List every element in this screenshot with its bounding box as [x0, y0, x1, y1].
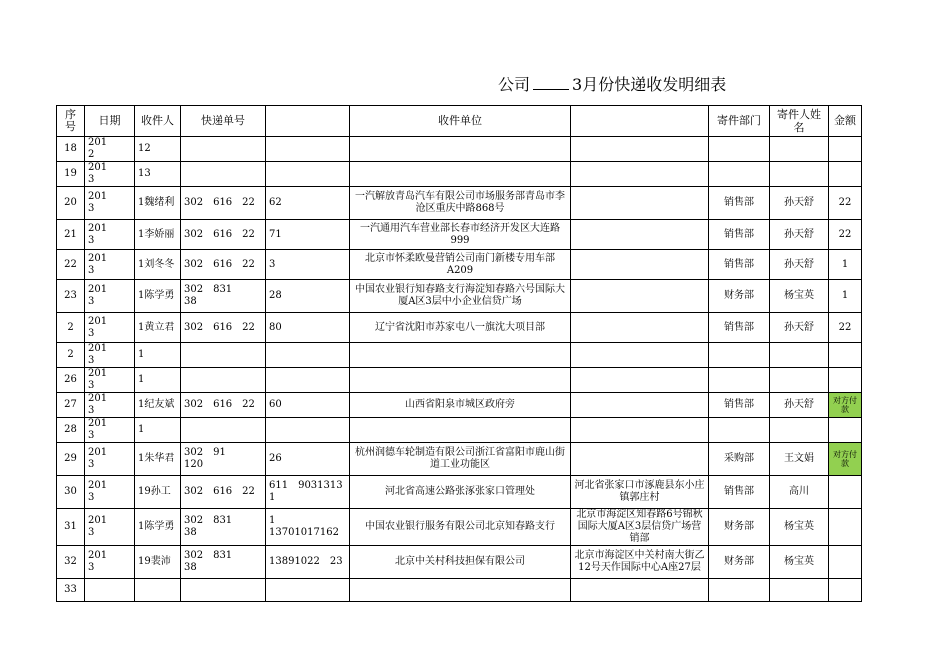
row-seq: 30 — [57, 476, 85, 509]
row-tracking: 302 616 22 — [181, 187, 266, 220]
row-extra — [266, 368, 350, 393]
row-amount — [829, 368, 862, 393]
row-unit: 杭州润德车轮制造有限公司浙江省富阳市鹿山街道工业功能区 — [350, 443, 571, 476]
row-tracking — [181, 137, 266, 162]
row-sender: 高川 — [770, 476, 829, 509]
row-seq: 22 — [57, 250, 85, 280]
row-unit — [350, 343, 571, 368]
row-amount — [829, 509, 862, 546]
row-dept — [709, 368, 770, 393]
row-sender — [770, 137, 829, 162]
row-unit2 — [571, 393, 709, 418]
row-tracking: 302 831 38 — [181, 280, 266, 313]
express-table — [56, 105, 862, 602]
row-sender: 孙天舒 — [770, 393, 829, 418]
table-row — [57, 418, 862, 443]
row-amount: 对方付款 — [829, 393, 862, 418]
title-suffix: 3月份快递收发明细表 — [572, 75, 727, 94]
row-sender: 杨宝英 — [770, 509, 829, 546]
table-row — [57, 187, 862, 220]
row-seq: 31 — [57, 509, 85, 546]
table-row — [57, 220, 862, 250]
row-extra: 71 — [266, 220, 350, 250]
row-amount: 22 — [829, 187, 862, 220]
row-unit: 河北省高速公路张涿张家口管理处 — [350, 476, 571, 509]
row-tracking: 302 616 22 — [181, 476, 266, 509]
row-recipient: 19孙工 — [135, 476, 181, 509]
table-row — [57, 443, 862, 476]
row-seq: 32 — [57, 546, 85, 579]
row-unit2: 河北省张家口市涿鹿县东小庄镇郭庄村 — [571, 476, 709, 509]
row-date: 201 3 — [85, 509, 135, 546]
row-extra: 28 — [266, 280, 350, 313]
row-amount: 对方付款 — [829, 443, 862, 476]
row-recipient: 1刘冬冬 — [135, 250, 181, 280]
row-amount: 22 — [829, 220, 862, 250]
row-recipient: 1纪友斌 — [135, 393, 181, 418]
row-seq: 33 — [57, 579, 85, 602]
row-date: 201 3 — [85, 187, 135, 220]
row-recipient: 1 — [135, 343, 181, 368]
row-tracking — [181, 579, 266, 602]
header-dept: 寄件部门 — [709, 106, 770, 137]
row-sender: 王文娟 — [770, 443, 829, 476]
row-tracking — [181, 418, 266, 443]
row-amount — [829, 137, 862, 162]
title-prefix: 公司 — [498, 75, 531, 94]
row-unit2 — [571, 343, 709, 368]
row-seq: 23 — [57, 280, 85, 313]
row-amount: 1 — [829, 280, 862, 313]
row-sender — [770, 368, 829, 393]
table-row — [57, 509, 862, 546]
row-recipient: 19裴沛 — [135, 546, 181, 579]
row-unit — [350, 579, 571, 602]
row-dept — [709, 579, 770, 602]
row-seq: 26 — [57, 368, 85, 393]
row-extra: 3 — [266, 250, 350, 280]
row-seq: 21 — [57, 220, 85, 250]
sheet-title — [498, 72, 726, 95]
row-date: 201 2 — [85, 137, 135, 162]
row-tracking — [181, 343, 266, 368]
row-date: 201 3 — [85, 280, 135, 313]
row-recipient: 1 — [135, 368, 181, 393]
row-amount — [829, 476, 862, 509]
header-seq: 序号 — [57, 106, 85, 137]
table-row — [57, 343, 862, 368]
row-dept: 财务部 — [709, 280, 770, 313]
row-seq: 19 — [57, 162, 85, 187]
header-recipient: 收件人 — [135, 106, 181, 137]
row-unit2 — [571, 443, 709, 476]
row-dept — [709, 418, 770, 443]
row-extra: 26 — [266, 443, 350, 476]
row-date: 201 3 — [85, 393, 135, 418]
table-row — [57, 250, 862, 280]
row-date: 201 3 — [85, 546, 135, 579]
row-unit2 — [571, 162, 709, 187]
table-row — [57, 579, 862, 602]
row-unit: 北京市怀柔欧曼营销公司南门新楼专用车部A209 — [350, 250, 571, 280]
row-unit2 — [571, 418, 709, 443]
row-unit2 — [571, 187, 709, 220]
row-seq: 28 — [57, 418, 85, 443]
row-extra — [266, 162, 350, 187]
row-dept — [709, 162, 770, 187]
row-extra: 62 — [266, 187, 350, 220]
row-date: 201 3 — [85, 418, 135, 443]
row-tracking: 302 616 22 — [181, 250, 266, 280]
row-sender: 孙天舒 — [770, 313, 829, 343]
row-extra — [266, 418, 350, 443]
row-seq: 27 — [57, 393, 85, 418]
row-recipient: 1朱华君 — [135, 443, 181, 476]
row-sender: 杨宝英 — [770, 280, 829, 313]
row-unit: 北京中关村科技担保有限公司 — [350, 546, 571, 579]
header-date: 日期 — [85, 106, 135, 137]
row-seq: 18 — [57, 137, 85, 162]
row-tracking: 302 616 22 — [181, 220, 266, 250]
row-unit: 一汽解放青岛汽车有限公司市场服务部青岛市李沧区重庆中路868号 — [350, 187, 571, 220]
row-recipient: 1 — [135, 418, 181, 443]
row-unit: 辽宁省沈阳市苏家屯八一旗沈大项目部 — [350, 313, 571, 343]
row-date: 201 3 — [85, 343, 135, 368]
row-tracking: 302 616 22 — [181, 313, 266, 343]
row-recipient: 1魏绪利 — [135, 187, 181, 220]
row-unit2 — [571, 220, 709, 250]
row-unit: 山西省阳泉市城区政府旁 — [350, 393, 571, 418]
row-seq: 2 — [57, 313, 85, 343]
row-amount: 22 — [829, 313, 862, 343]
row-unit: 中国农业银行服务有限公司北京知春路支行 — [350, 509, 571, 546]
row-dept: 采购部 — [709, 443, 770, 476]
row-extra: 611 9031313 1 — [266, 476, 350, 509]
row-extra: 13891022 23 — [266, 546, 350, 579]
row-date: 201 3 — [85, 313, 135, 343]
table-row — [57, 546, 862, 579]
row-sender — [770, 162, 829, 187]
row-dept: 销售部 — [709, 313, 770, 343]
row-sender — [770, 579, 829, 602]
row-sender: 杨宝英 — [770, 546, 829, 579]
row-sender — [770, 418, 829, 443]
row-sender: 孙天舒 — [770, 187, 829, 220]
table-row — [57, 476, 862, 509]
row-unit2: 北京市海淀区中关村南大街乙12号天作国际中心A座27层 — [571, 546, 709, 579]
row-date: 201 3 — [85, 220, 135, 250]
row-dept: 销售部 — [709, 476, 770, 509]
row-tracking: 302 831 38 — [181, 509, 266, 546]
row-date: 201 3 — [85, 368, 135, 393]
row-dept: 销售部 — [709, 187, 770, 220]
row-seq: 29 — [57, 443, 85, 476]
row-dept — [709, 343, 770, 368]
row-recipient: 1陈学勇 — [135, 509, 181, 546]
row-unit2 — [571, 579, 709, 602]
row-sender: 孙天舒 — [770, 250, 829, 280]
row-unit — [350, 368, 571, 393]
header-amount: 金额 — [829, 106, 862, 137]
header-tracking: 快递单号 — [181, 106, 266, 137]
row-extra: 1 13701017162 — [266, 509, 350, 546]
row-tracking: 302 616 22 — [181, 393, 266, 418]
row-dept: 销售部 — [709, 220, 770, 250]
row-date: 201 3 — [85, 443, 135, 476]
row-tracking: 302 831 38 — [181, 546, 266, 579]
row-extra — [266, 137, 350, 162]
row-recipient: 13 — [135, 162, 181, 187]
row-unit: 中国农业银行知春路支行海淀知春路六号国际大厦A区3层中小企业信贷广场 — [350, 280, 571, 313]
row-extra — [266, 343, 350, 368]
table-row — [57, 393, 862, 418]
row-tracking — [181, 368, 266, 393]
row-unit2 — [571, 280, 709, 313]
row-unit — [350, 162, 571, 187]
row-amount — [829, 546, 862, 579]
row-date: 201 3 — [85, 476, 135, 509]
row-sender — [770, 343, 829, 368]
row-unit2 — [571, 137, 709, 162]
header-unit: 收件单位 — [350, 106, 571, 137]
row-dept: 财务部 — [709, 509, 770, 546]
row-extra — [266, 579, 350, 602]
header-row — [57, 106, 862, 137]
row-unit — [350, 418, 571, 443]
table-row — [57, 368, 862, 393]
row-extra: 60 — [266, 393, 350, 418]
row-amount — [829, 343, 862, 368]
row-dept: 销售部 — [709, 393, 770, 418]
row-amount — [829, 579, 862, 602]
row-recipient: 1陈学勇 — [135, 280, 181, 313]
row-sender: 孙天舒 — [770, 220, 829, 250]
row-dept: 销售部 — [709, 250, 770, 280]
row-unit: 一汽通用汽车营业部长春市经济开发区大连路999 — [350, 220, 571, 250]
row-amount — [829, 418, 862, 443]
header-blank — [266, 106, 350, 137]
header-blank2 — [571, 106, 709, 137]
row-tracking: 302 91 120 — [181, 443, 266, 476]
row-date: 201 3 — [85, 162, 135, 187]
row-recipient: 1李娇丽 — [135, 220, 181, 250]
row-dept — [709, 137, 770, 162]
row-amount — [829, 162, 862, 187]
row-dept: 财务部 — [709, 546, 770, 579]
row-unit2 — [571, 313, 709, 343]
row-extra: 80 — [266, 313, 350, 343]
table-row — [57, 137, 862, 162]
row-unit — [350, 137, 571, 162]
row-recipient — [135, 579, 181, 602]
title-blank — [533, 75, 569, 90]
table-row — [57, 162, 862, 187]
row-recipient: 1黄立君 — [135, 313, 181, 343]
header-sender: 寄件人姓名 — [770, 106, 829, 137]
table-row — [57, 280, 862, 313]
row-seq: 2 — [57, 343, 85, 368]
row-unit2 — [571, 250, 709, 280]
row-tracking — [181, 162, 266, 187]
row-date: 201 3 — [85, 250, 135, 280]
row-date — [85, 579, 135, 602]
row-amount: 1 — [829, 250, 862, 280]
row-seq: 20 — [57, 187, 85, 220]
row-recipient: 12 — [135, 137, 181, 162]
row-unit2 — [571, 368, 709, 393]
row-unit2: 北京市海淀区知春路6号锦秋国际大厦A区3层信贷广场营销部 — [571, 509, 709, 546]
table-row — [57, 313, 862, 343]
